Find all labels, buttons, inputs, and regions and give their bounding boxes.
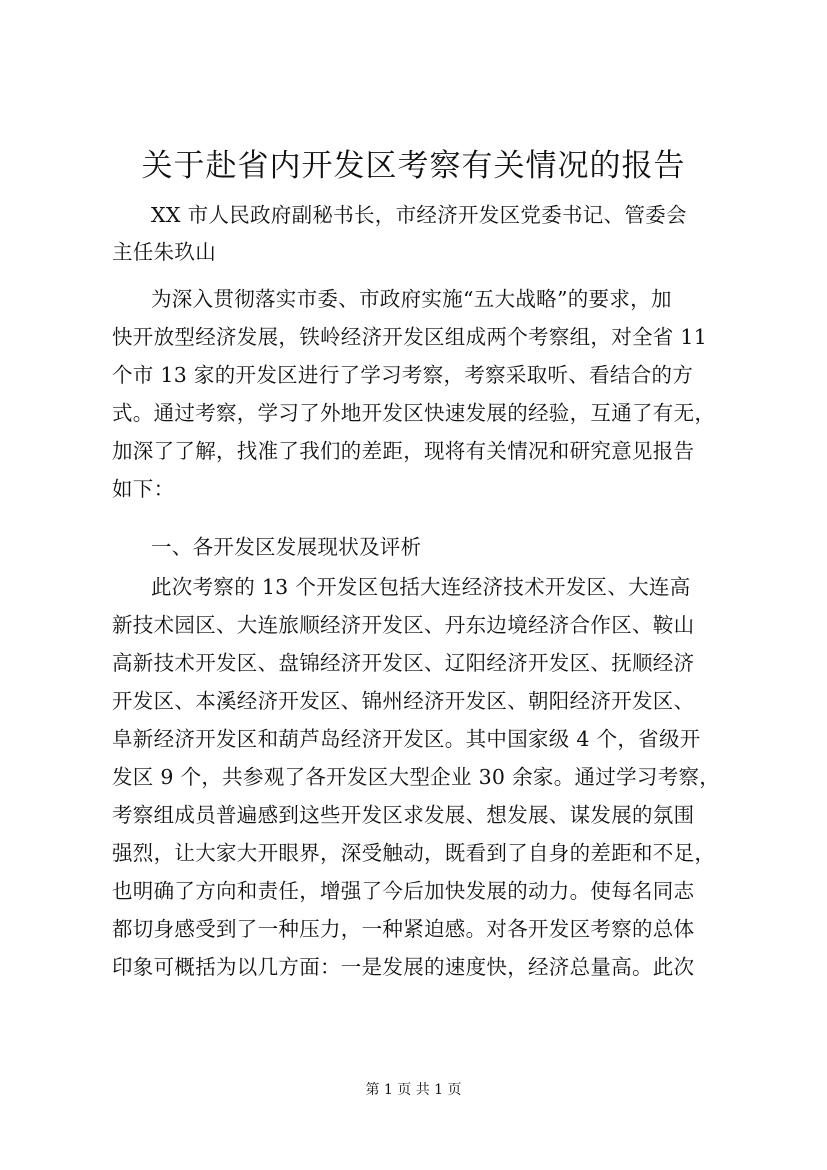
author-line-2: 主任朱玖山	[112, 240, 216, 264]
paragraph-line: 新技术园区、大连旅顺经济开发区、丹东边境经济合作区、鞍山	[112, 613, 695, 637]
paragraph-line: 强烈，让大家大开眼界，深受触动，既看到了自身的差距和不足，	[112, 841, 716, 865]
paragraph-line: 考察组成员普遍感到这些开发区求发展、想发展、谋发展的氛围	[112, 803, 695, 827]
paragraph-line: 如下：	[112, 477, 175, 501]
author-line-1: XX 市人民政府副秘书长，市经济开发区党委书记、管委会	[151, 203, 687, 227]
document-title: 关于赴省内开发区考察有关情况的报告	[141, 148, 686, 184]
paragraph-line: 开发区、本溪经济开发区、锦州经济开发区、朝阳经济开发区、	[112, 689, 695, 713]
paragraph-line: 加深了了解，找准了我们的差距，现将有关情况和研究意见报告	[112, 439, 695, 463]
paragraph-line: 式。通过考察，学习了外地开发区快速发展的经验，互通了有无，	[112, 401, 716, 425]
paragraph-line: 个市 13 家的开发区进行了学习考察，考察采取听、看结合的方	[112, 363, 694, 387]
paragraph-line: 此次考察的 13 个开发区包括大连经济技术开发区、大连高	[151, 575, 691, 599]
paragraph-line: 阜新经济开发区和葫芦岛经济开发区。其中国家级 4 个，省级开	[112, 727, 701, 751]
paragraph-line: 也明确了方向和责任，增强了今后加快发展的动力。使每名同志	[112, 879, 695, 903]
paragraph-line: 为深入贯彻落实市委、市政府实施“五大战略”的要求，加	[151, 287, 672, 311]
page-number-footer: 第 1 页 共 1 页	[365, 1082, 462, 1098]
paragraph-line: 快开放型经济发展，铁岭经济开发区组成两个考察组，对全省 11	[112, 325, 708, 349]
paragraph-line: 高新技术开发区、盘锦经济开发区、辽阳经济开发区、抚顺经济	[112, 651, 695, 675]
paragraph-line: 印象可概括为以几方面：一是发展的速度快，经济总量高。此次	[112, 955, 695, 979]
section-heading: 一、各开发区发展现状及评析	[151, 535, 422, 559]
paragraph-line: 发区 9 个，共参观了各开发区大型企业 30 余家。通过学习考察，	[112, 765, 721, 789]
paragraph-line: 都切身感受到了一种压力，一种紧迫感。对各开发区考察的总体	[112, 917, 695, 941]
